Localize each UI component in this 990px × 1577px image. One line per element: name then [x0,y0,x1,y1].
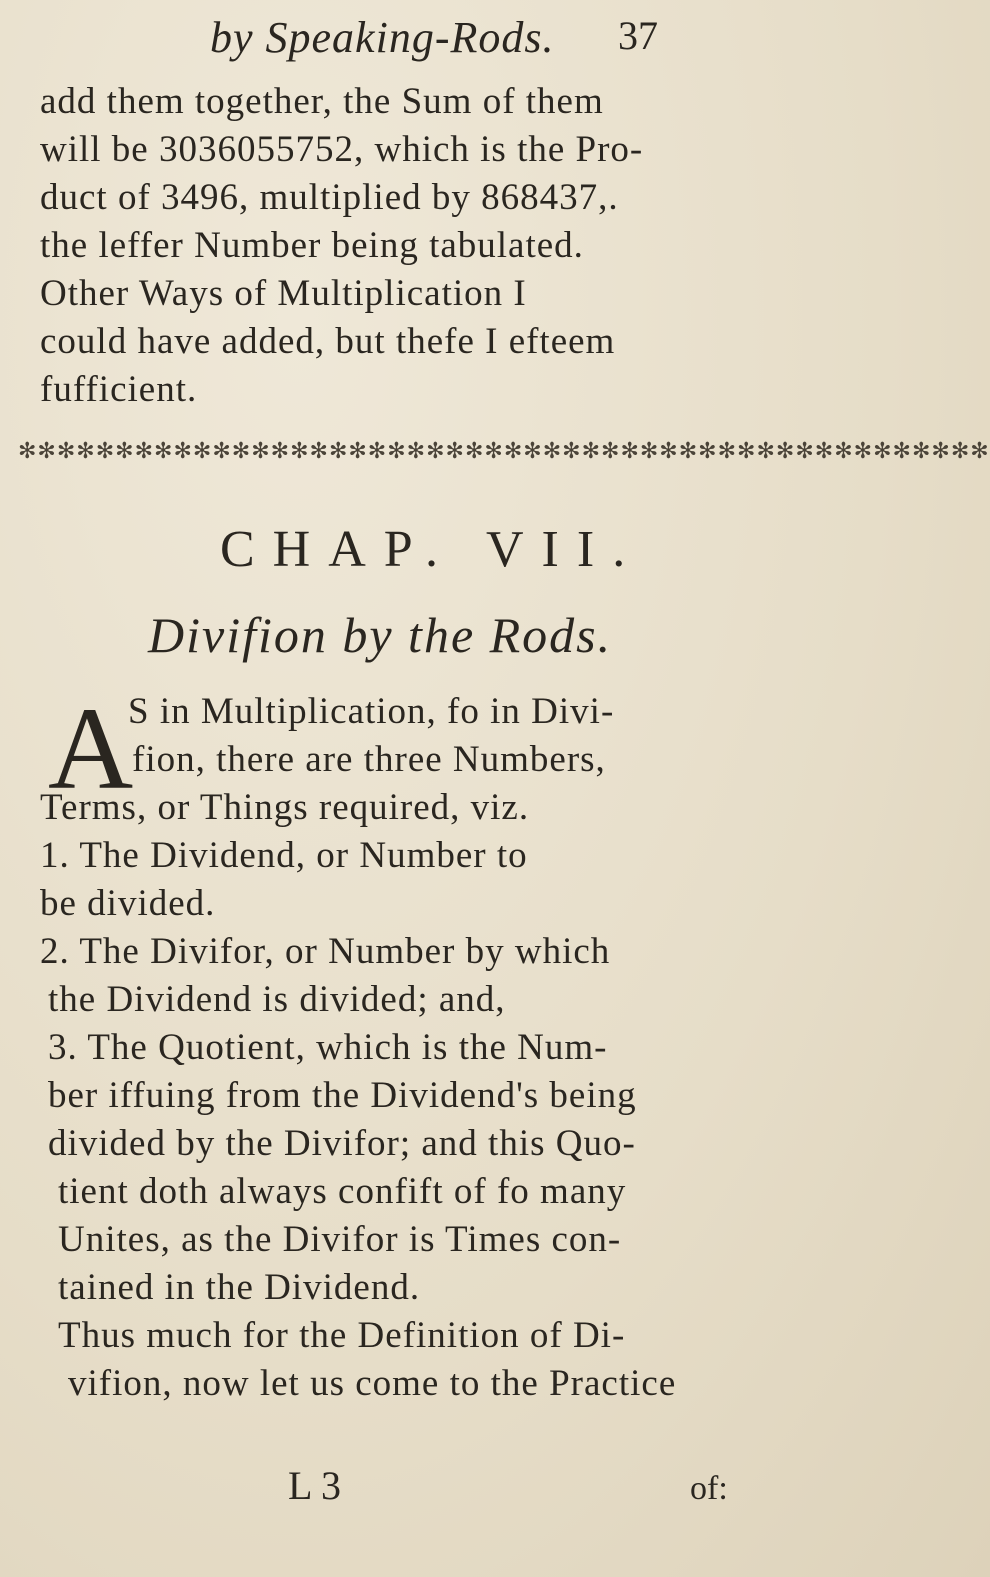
text-line: be divided. [40,883,216,924]
text-line: will be 3036055752, which is the Pro- [40,129,644,170]
text-line: 1. The Dividend, or Number to [40,835,528,876]
text-line: Unites, as the Divifor is Times con- [58,1219,622,1260]
text-line: fufficient. [40,369,198,410]
page-margin [0,1520,800,1577]
running-head: by Speaking-Rods. [210,13,555,62]
text-line: tient doth always confift of fo many [58,1171,627,1212]
text-line: 2. The Divifor, or Number by which [40,931,611,972]
text-line: 3. The Quotient, which is the Num- [48,1027,608,1068]
signature-mark: L 3 [288,1463,341,1508]
text-line: divided by the Divifor; and this Quo- [48,1123,636,1164]
drop-cap: A [48,683,134,814]
chapter-subtitle: Divifion by the Rods. [148,607,613,663]
text-line: the Dividend is divided; and, [48,979,506,1020]
text-line: duct of 3496, multiplied by 868437,. [40,177,619,218]
text-line: S in Multiplication, fo in Divi- [128,691,615,732]
text-line: could have added, but thefe I efteem [40,321,616,362]
text-line: tained in the Dividend. [58,1267,421,1308]
text-line: add them together, the Sum of them [40,81,604,122]
text-line: Terms, or Things required, viz. [40,787,530,828]
page-header [0,12,800,76]
ornamental-rule: ✻✻✻✻✻✻✻✻✻✻✻✻✻✻✻✻✻✻✻✻✻✻✻✻✻✻✻✻✻✻✻✻✻✻✻✻✻✻✻✻✻✻✻✻✻✻✻✻✻✻ [18,438,990,463]
text-line: fion, there are three Numbers, [132,739,606,780]
chapter-heading: CHAP. VII. [220,521,644,578]
page-number: 37 [618,13,658,58]
catchword: of: [690,1470,728,1507]
text-line: Other Ways of Multiplication I [40,273,527,314]
text-line: the leffer Number being tabulated. [40,225,584,266]
text-line: Thus much for the Definition of Di- [58,1315,626,1356]
text-line: vifion, now let us come to the Practice [68,1363,677,1404]
text-line: ber iffuing from the Dividend's being [48,1075,637,1116]
